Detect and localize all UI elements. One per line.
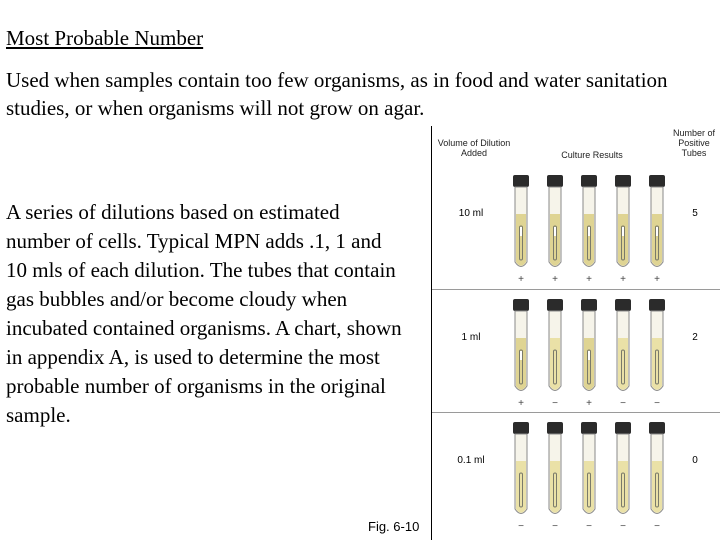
tube-medium [652, 338, 662, 390]
header-positive-tubes: Number of Positive Tubes [672, 128, 716, 158]
gas-bubble [554, 227, 556, 236]
test-tube [510, 174, 532, 285]
tube-drawing [612, 421, 634, 519]
tube-medium [550, 338, 560, 390]
test-tube [612, 298, 634, 409]
tube-medium [516, 214, 526, 266]
description-paragraph: A series of dilutions based on estimated number of cells. Typical MPN adds .1, 1 and 10 mls of each dilution. The tubes that contain gas bubbles and/or become cloudy when incubated contained organisms. A chart, shown in appendix A, is used to determine the most probable number of organisms in the original sample. [6, 200, 402, 427]
tube-medium [516, 338, 526, 390]
tube-medium [584, 338, 594, 390]
positive-count: 2 [692, 332, 698, 343]
gas-bubble [588, 351, 590, 360]
tube-drawing [510, 298, 532, 396]
tube-group [506, 413, 676, 538]
slide-title: Most Probable Number [6, 26, 204, 50]
tube-result: − [518, 521, 524, 532]
tube-cap [547, 299, 563, 311]
tube-group [506, 166, 676, 291]
tube-drawing [578, 298, 600, 396]
tube-result: − [654, 398, 660, 409]
dilution-row-1ml [432, 289, 720, 415]
tube-drawing [646, 298, 668, 396]
tube-medium [618, 214, 628, 266]
tube-result: − [620, 521, 626, 532]
tube-cap [649, 175, 665, 187]
test-tube [510, 421, 532, 532]
tube-result: + [552, 274, 558, 285]
test-tube [544, 174, 566, 285]
gas-bubble [656, 227, 658, 236]
test-tube [510, 298, 532, 409]
test-tube [646, 174, 668, 285]
tube-medium [584, 214, 594, 266]
tube-drawing [510, 421, 532, 519]
tube-cap [649, 422, 665, 434]
test-tube [578, 174, 600, 285]
tube-result: − [552, 398, 558, 409]
tube-medium [550, 214, 560, 266]
dilution-row-0-1ml [432, 412, 720, 538]
tube-medium [584, 461, 594, 513]
test-tube [612, 421, 634, 532]
intro-paragraph: Used when samples contain too few organisms, as in food and water sanitation studies, or when organisms will not grow on agar. [6, 68, 668, 120]
tube-drawing [578, 421, 600, 519]
tube-cap [513, 175, 529, 187]
tube-result: + [654, 274, 660, 285]
tube-result: + [586, 274, 592, 285]
tube-cap [581, 299, 597, 311]
tube-medium [618, 338, 628, 390]
tube-result: + [620, 274, 626, 285]
tube-cap [513, 422, 529, 434]
test-tube [578, 421, 600, 532]
tube-drawing [544, 174, 566, 272]
figure-label: Fig. 6-10 [368, 519, 420, 534]
tube-drawing [646, 174, 668, 272]
tube-drawing [612, 298, 634, 396]
tube-cap [615, 422, 631, 434]
positive-count: 5 [692, 208, 698, 219]
test-tube [646, 421, 668, 532]
test-tube [544, 298, 566, 409]
tube-medium [516, 461, 526, 513]
figure-header [432, 126, 720, 166]
gas-bubble [588, 227, 590, 236]
tube-cap [547, 175, 563, 187]
tube-result: + [518, 398, 524, 409]
tube-drawing [544, 298, 566, 396]
tube-cap [547, 422, 563, 434]
tube-cap [581, 175, 597, 187]
tube-group [506, 290, 676, 415]
row-volume: 10 ml [458, 208, 484, 219]
test-tube [544, 421, 566, 532]
tube-drawing [544, 421, 566, 519]
tube-result: + [518, 274, 524, 285]
tube-drawing [578, 174, 600, 272]
tube-medium [652, 461, 662, 513]
test-tube [646, 298, 668, 409]
tube-result: + [586, 398, 592, 409]
header-culture-results: Culture Results [561, 150, 623, 160]
gas-bubble [520, 351, 522, 360]
row-volume: 0.1 ml [457, 455, 485, 466]
mpn-tube-figure [431, 126, 720, 540]
tube-result: − [552, 521, 558, 532]
tube-drawing [510, 174, 532, 272]
tube-cap [649, 299, 665, 311]
positive-count: 0 [692, 455, 698, 466]
tube-cap [615, 299, 631, 311]
tube-cap [615, 175, 631, 187]
test-tube [578, 298, 600, 409]
gas-bubble [622, 227, 624, 236]
tube-medium [550, 461, 560, 513]
gas-bubble [520, 227, 522, 236]
header-volume: Volume of Dilution Added [437, 138, 511, 158]
tube-cap [513, 299, 529, 311]
tube-result: − [586, 521, 592, 532]
tube-medium [618, 461, 628, 513]
tube-result: − [654, 521, 660, 532]
test-tube [612, 174, 634, 285]
tube-result: − [620, 398, 626, 409]
tube-drawing [612, 174, 634, 272]
dilution-row-10ml [432, 166, 720, 291]
tube-medium [652, 214, 662, 266]
tube-cap [581, 422, 597, 434]
row-volume: 1 ml [461, 332, 481, 343]
tube-drawing [646, 421, 668, 519]
